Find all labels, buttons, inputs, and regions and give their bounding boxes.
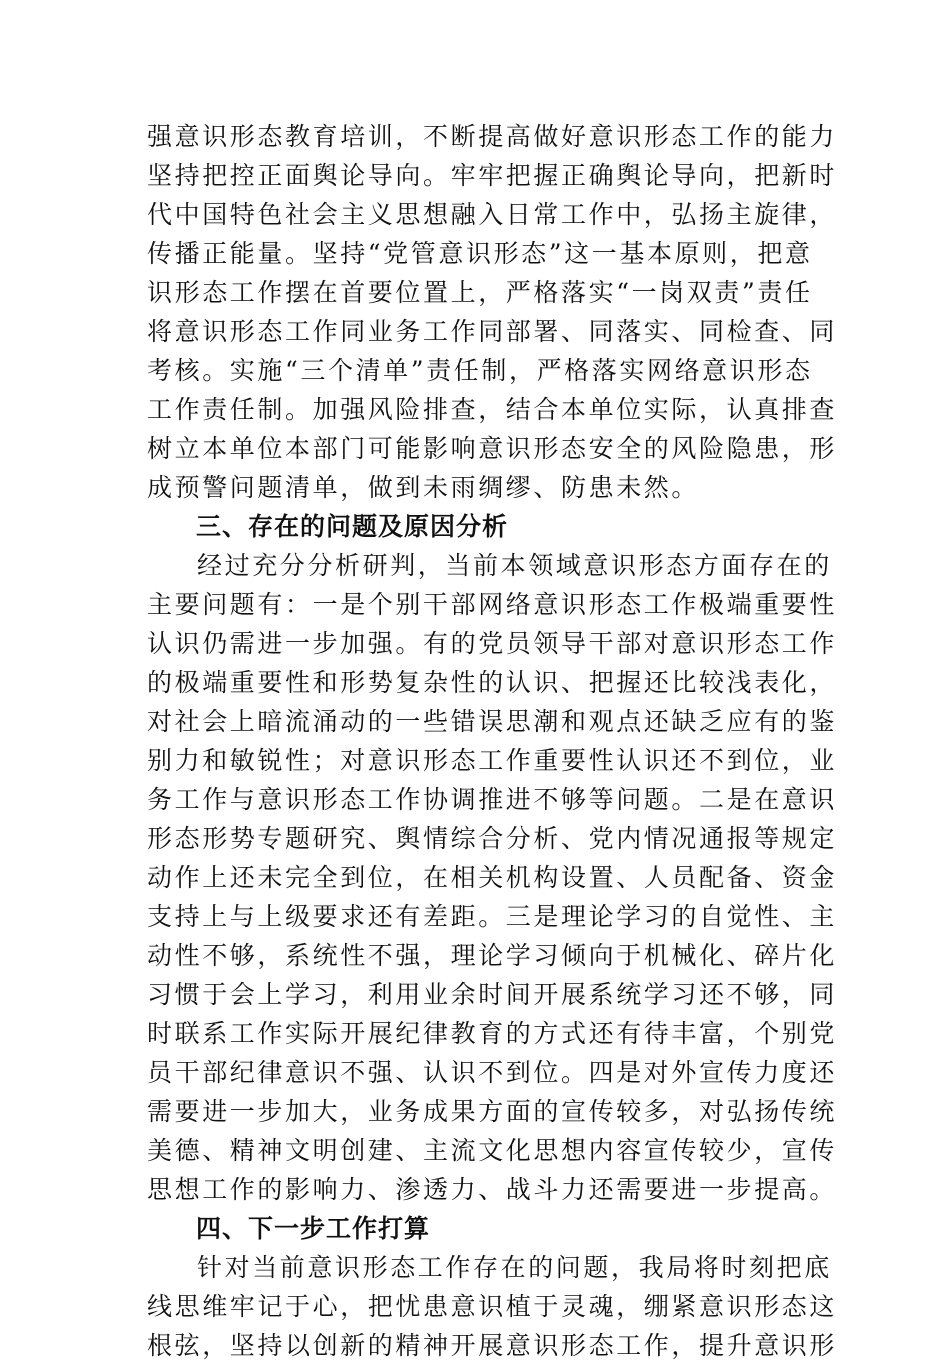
paragraph-first-line: 针对当前意识形态工作存在的问题，我局将时刻把底 [197,1253,832,1282]
section-heading: 三、存在的问题及原因分析 [196,512,509,541]
text-line: 成预警问题清单，做到未雨绸缪、防患未然。 [147,473,700,502]
text-line: 动作上还未完全到位，在相关机构设置、人员配备、资金 [147,863,838,892]
text-line: 主要问题有：一是个别干部网络意识形态工作极端重要性 [147,590,838,619]
text-line: 美德、精神文明创建、主流文化思想内容宣传较少，宣传 [147,1136,838,1165]
text-line: 别力和敏锐性；对意识形态工作重要性认识还不到位，业 [147,746,838,775]
text-line: 认识仍需进一步加强。有的党员领导干部对意识形态工作 [147,629,838,658]
text-line: 支持上与上级要求还有差距。三是理论学习的自觉性、主 [147,902,838,931]
text-line: 工作责任制。加强风险排查，结合本单位实际，认真排查 [147,395,838,424]
text-line: 动性不够，系统性不强，理论学习倾向于机械化、碎片化 [147,941,838,970]
text-line: 对社会上暗流涌动的一些错误思潮和观点还缺乏应有的鉴 [147,707,838,736]
paragraph-first-line: 经过充分分析研判，当前本领域意识形态方面存在的 [197,551,832,580]
text-line: 需要进一步加大，业务成果方面的宣传较多，对弘扬传统 [147,1097,838,1126]
text-line: 形态形势专题研究、舆情综合分析、党内情况通报等规定 [147,824,838,853]
text-line: 习惯于会上学习，利用业余时间开展系统学习还不够，同 [147,980,838,1009]
text-line: 时联系工作实际开展纪律教育的方式还有待丰富，个别党 [147,1019,838,1048]
text-line: 代中国特色社会主义思想融入日常工作中，弘扬主旋律， [147,200,838,229]
text-line: 树立本单位本部门可能影响意识形态安全的风险隐患，形 [147,434,838,463]
text-line: 将意识形态工作同业务工作同部署、同落实、同检查、同 [147,317,838,346]
text-line: 的极端重要性和形势复杂性的认识、把握还比较浅表化， [147,668,838,697]
section-heading: 四、下一步工作打算 [196,1214,431,1243]
text-line: 员干部纪律意识不强、认识不到位。四是对外宣传力度还 [147,1058,838,1087]
text-line: 务工作与意识形态工作协调推进不够等问题。二是在意识 [147,785,838,814]
text-line: 识形态工作摆在首要位置上，严格落实“一岗双责”责任 [147,278,813,307]
text-line: 思想工作的影响力、渗透力、战斗力还需要进一步提高。 [147,1175,838,1204]
text-line: 传播正能量。坚持“党管意识形态”这一基本原则，把意 [147,239,813,268]
text-line: 坚持把控正面舆论导向。牢牢把握正确舆论导向，把新时 [147,161,838,190]
text-line: 线思维牢记于心，把忧患意识植于灵魂，绷紧意识形态这 [147,1292,838,1321]
text-line: 考核。实施“三个清单”责任制，严格落实网络意识形态 [147,356,813,385]
text-line: 强意识形态教育培训，不断提高做好意识形态工作的能力 [147,122,838,151]
text-line: 根弦，坚持以创新的精神开展意识形态工作，提升意识形 [147,1331,838,1360]
